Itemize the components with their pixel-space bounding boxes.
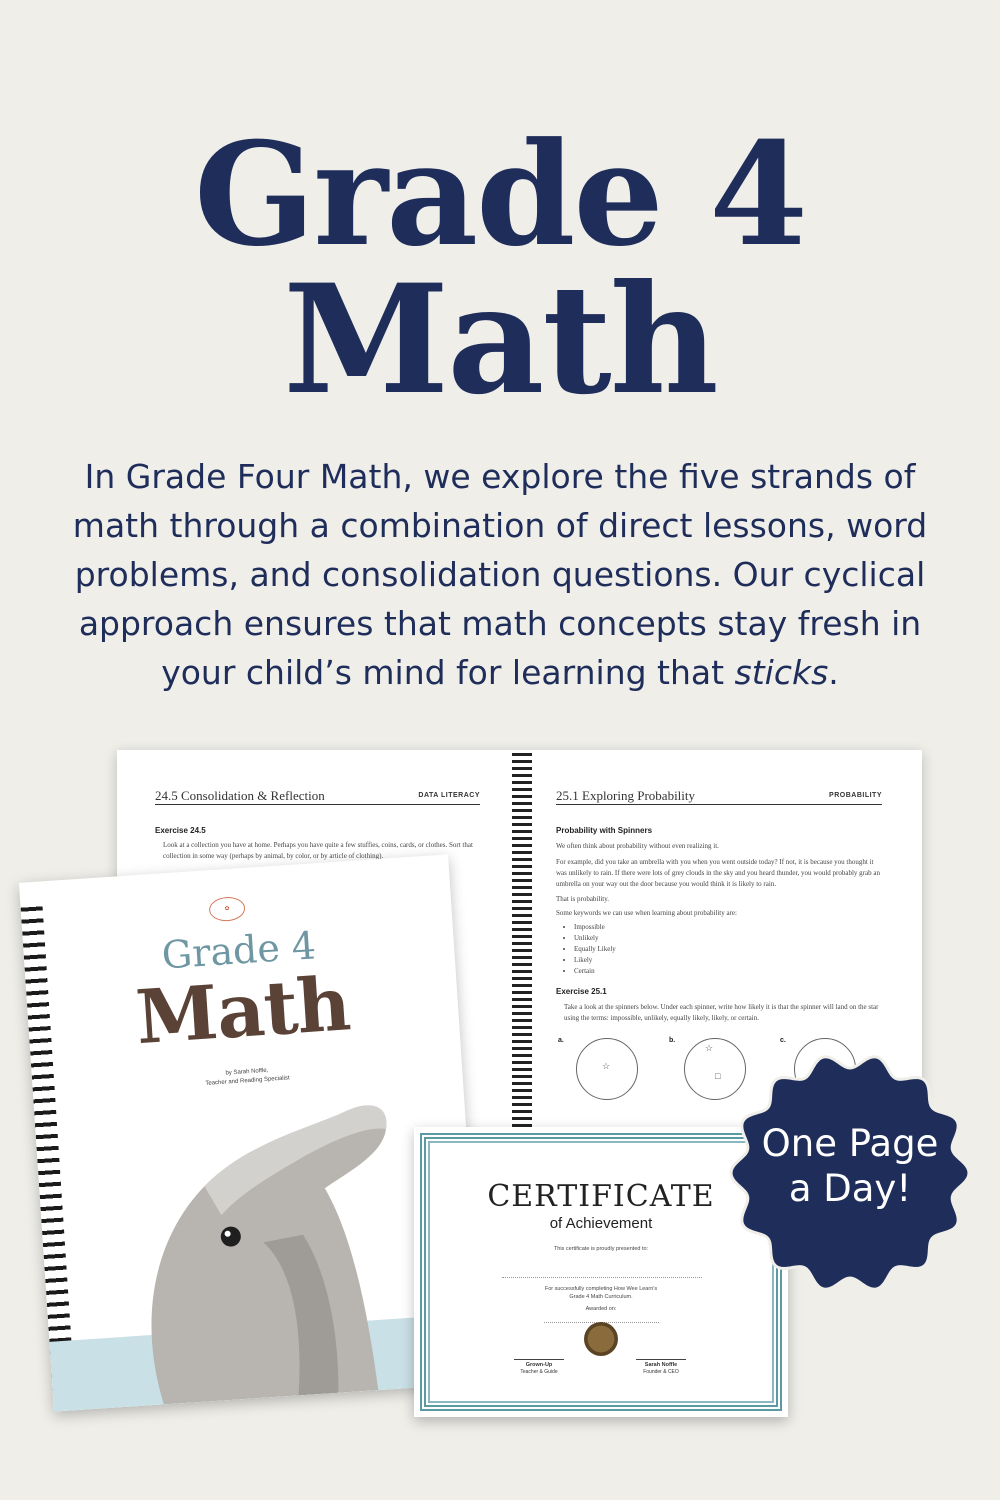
right-page-heading: 25.1 Exploring Probability	[556, 788, 696, 803]
certificate-completion-line2: Grade 4 Math Curriculum.	[569, 1294, 633, 1300]
intro-text: In Grade Four Math, we explore the five strands of math through a combination of direct lessons, word problems, and consolidation questions. Our cyclical approach ensures that math concepts stay fresh in your child’s mind for learning that	[72, 457, 928, 692]
spinner-label-a: a.	[558, 1037, 564, 1044]
left-exercise-heading: Exercise 24.5	[155, 826, 206, 835]
title-line-2: Math	[283, 252, 717, 428]
left-page-rule	[155, 804, 480, 805]
spiral-binding	[512, 750, 532, 1130]
square-icon: □	[715, 1071, 721, 1081]
keyword-item: • Equally Likely	[574, 944, 616, 955]
intro-paragraph	[60, 452, 940, 697]
certificate-completion-line1: For successfully completing How Wee Learn’s	[544, 1286, 658, 1292]
right-p4: Some keywords we can use when learning about probability are:	[556, 909, 737, 917]
cover-subject: Math	[133, 961, 353, 1062]
left-exercise-text: Look at a collection you have at home. Perhaps you have quite a few stuffies, coins, cards, or clothes. Sort that collection in some way (perhaps by animal, by color, or by article of clothing).	[163, 841, 473, 860]
spinner-label-b: b.	[669, 1037, 676, 1044]
star-icon: ☆	[705, 1043, 714, 1053]
right-p3: That is probability.	[556, 895, 610, 903]
left-page-heading: 24.5 Consolidation & Reflection	[155, 788, 325, 803]
right-p1: We often think about probability without even realizing it.	[556, 842, 719, 850]
left-page-tag: DATA LITERACY	[418, 792, 480, 799]
spinner-label-c: c.	[780, 1037, 786, 1044]
signature-left-role: Teacher & Guide	[520, 1369, 558, 1375]
badge-line-1: One Page	[761, 1122, 939, 1165]
cover-author-line1: by Sarah Noffle,	[225, 1067, 269, 1077]
intro-end: .	[828, 653, 839, 692]
signature-left	[504, 1362, 574, 1376]
right-exercise-heading: Exercise 25.1	[556, 987, 607, 996]
right-page-rule	[556, 804, 882, 805]
certificate-presented: This certificate is proudly presented to:	[553, 1246, 649, 1252]
gold-seal	[584, 1322, 618, 1356]
right-p2: For example, did you take an umbrella with you when you went outside today? If not, it is because you thought it was unlikely to rain. If there were lots of grey clouds in the sky and you heard thunder, you would probably grab an umbrella on your way out the door because you would think it is likely to rain.	[556, 858, 880, 888]
cover-author-line2: Teacher and Reading Specialist	[205, 1075, 290, 1087]
signature-right-name: Sarah Noffle	[644, 1362, 678, 1368]
dolphin-illustration	[104, 1083, 424, 1407]
signature-line-left	[514, 1359, 564, 1360]
intro-emphasis: sticks	[734, 653, 829, 692]
title-line-1: Grade 4	[194, 112, 806, 278]
star-icon: ☆	[602, 1061, 611, 1071]
badge-text	[725, 1121, 975, 1211]
keyword-item: • Certain	[574, 966, 616, 977]
spinner-a	[576, 1038, 638, 1100]
certificate-subtitle: of Achievement	[549, 1215, 653, 1232]
right-exercise-text: Take a look at the spinners below. Under each spinner, write how likely it is that the spinner will land on the star using the terms: impossible, unlikely, equally likely, likely, or certain.	[564, 1003, 879, 1022]
signature-line-right	[636, 1359, 686, 1360]
certificate-title: CERTIFICATE	[487, 1179, 715, 1214]
cover-grade: Grade 4	[160, 923, 318, 978]
right-page-tag: PROBABILITY	[829, 792, 882, 799]
right-subheading: Probability with Spinners	[556, 826, 653, 835]
keyword-item: • Likely	[574, 955, 616, 966]
keyword-item: • Impossible	[574, 922, 616, 933]
keyword-item: • Unlikely	[574, 933, 616, 944]
brand-logo: ✿	[208, 896, 246, 922]
signature-right	[626, 1362, 696, 1376]
certificate-awarded: Awarded on:	[585, 1306, 617, 1312]
signature-right-role: Founder & CEO	[643, 1369, 679, 1375]
keyword-list	[556, 922, 616, 977]
badge-line-2: a Day!	[788, 1167, 912, 1210]
recipient-line	[502, 1277, 702, 1278]
signature-left-name: Grown-Up	[525, 1362, 553, 1368]
